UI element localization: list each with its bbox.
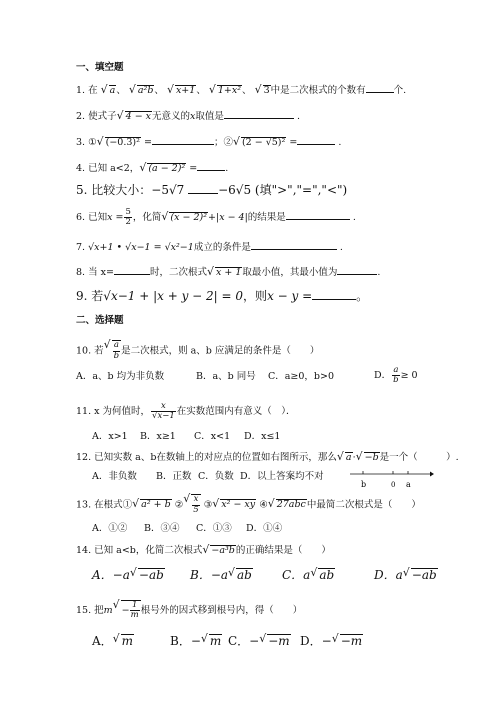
answer-blank[interactable] — [286, 211, 350, 220]
q10-option-d[interactable]: D． $\frac{a}{b}$ ≥ 0 — [374, 365, 418, 385]
q13-option-c[interactable]: C．①③ — [196, 523, 232, 534]
answer-blank[interactable] — [312, 291, 356, 300]
question-5: 5. 比较大小：−5√7 −6√5 (填">","=","<") — [76, 183, 348, 197]
question-4: 4. 已知 a<2，√ (a − 2)² = . — [76, 162, 228, 175]
q11-option-c[interactable]: C．x<1 — [194, 431, 231, 442]
question-7: 7. √x+1 • √x−1 = √x²−1成立的条件是 . — [76, 242, 343, 253]
q15-option-b[interactable]: B．−√ m — [170, 634, 222, 649]
q14-option-b[interactable]: B．−a√ ab — [190, 568, 253, 583]
q14-option-d[interactable]: D．a√ −ab — [374, 568, 438, 583]
q12-option-b[interactable]: B．正数 — [156, 471, 192, 482]
question-10: 10. 若 √ $\frac{a}{b}$ 是二次根式，则 a、b 应满足的条件是（ ） — [76, 340, 319, 362]
answer-blank[interactable] — [114, 266, 150, 275]
q14-option-c[interactable]: C．a√ ab — [282, 568, 335, 583]
answer-blank[interactable] — [297, 136, 335, 145]
q10-option-b[interactable]: B．a、b 同号 — [196, 371, 256, 382]
question-14: 14. 已知 a<b，化简二次根式√ −a³b的正确结果是（ ） — [76, 545, 331, 557]
question-3: 3. ①√ (−0.3)² = ；②√ (2 − √5)² = . — [76, 136, 341, 149]
q12-option-a[interactable]: A．非负数 — [92, 471, 137, 482]
section-title-fill-in: 一、填空题 — [76, 62, 124, 73]
answer-blank[interactable] — [224, 110, 294, 119]
q14-option-a[interactable]: A．−a√ −ab — [92, 568, 165, 583]
q12-option-d[interactable]: D．以上答案均不对 — [240, 471, 324, 482]
answer-blank[interactable] — [152, 136, 214, 145]
question-2: 2. 使式子√ 4 − x无意义的x取值是 . — [76, 110, 300, 123]
q11-option-a[interactable]: A．x>1 — [92, 431, 128, 442]
q12-option-c[interactable]: C．负数 — [198, 471, 234, 482]
q10-option-c[interactable]: C．a≥0，b>0 — [268, 371, 335, 382]
answer-blank[interactable] — [197, 162, 225, 171]
label-b: b — [361, 480, 367, 489]
question-8: 8. 当 x= 时，二次根式√ x + 1取最小值，其最小值为 . — [76, 266, 380, 279]
label-a: a — [406, 480, 411, 489]
question-6: 6. 已知x = $\frac{5}{2}$ ，化简√ (x − 2)²+|x − 4|的结果是 . — [76, 208, 356, 227]
question-12: 12. 已知实数 a、b在数轴上的对应点的位置如右图所示，那么√ a·√ −b是一个（ ）. — [76, 452, 459, 464]
q13-option-d[interactable]: D．①④ — [246, 523, 283, 534]
question-13: 13. 在根式①√ a² + b ② √ $\frac{x}{5}$ ③√ x² − xy ④√ 27abc中最简二次根式是（ ） — [76, 494, 421, 516]
answer-blank[interactable] — [251, 241, 337, 250]
number-line-arrow — [430, 472, 434, 477]
question-9: 9. 若√x−1 + |x + y − 2| = 0，则x − y = 。 — [76, 289, 369, 303]
q10-option-a[interactable]: A．a、b 均为非负数 — [76, 371, 165, 382]
answer-blank[interactable] — [337, 266, 377, 275]
q15-option-a[interactable]: A．√ m — [92, 634, 134, 649]
number-line-figure — [348, 466, 434, 492]
label-0: 0 — [391, 481, 396, 489]
question-1: 1. 在 √ a、 √ a²b、 √ x+1、 √ 1+x²、 √ 3中是二次根式的个数有 个. — [76, 84, 406, 97]
q11-option-d[interactable]: D．x≤1 — [244, 431, 281, 442]
question-11: 11. x 为何值时， $\frac{x}{√x-1}$ 在实数范围内有意义（ ）． — [76, 401, 296, 421]
q15-option-d[interactable]: D．−√ −m — [300, 634, 363, 649]
answer-blank[interactable] — [366, 84, 394, 93]
q13-option-b[interactable]: B．③④ — [144, 523, 180, 534]
section-title-multiple-choice: 二、选择题 — [76, 315, 124, 326]
answer-blank[interactable] — [188, 185, 218, 194]
q15-option-c[interactable]: C．−√ −m — [228, 634, 291, 649]
question-15: 15. 把m√ − $\frac{1}{m}$ 根号外的因式移到根号内，得（ ） — [76, 600, 302, 620]
q11-option-b[interactable]: B．x≥1 — [140, 431, 176, 442]
q13-option-a[interactable]: A．①② — [92, 523, 128, 534]
